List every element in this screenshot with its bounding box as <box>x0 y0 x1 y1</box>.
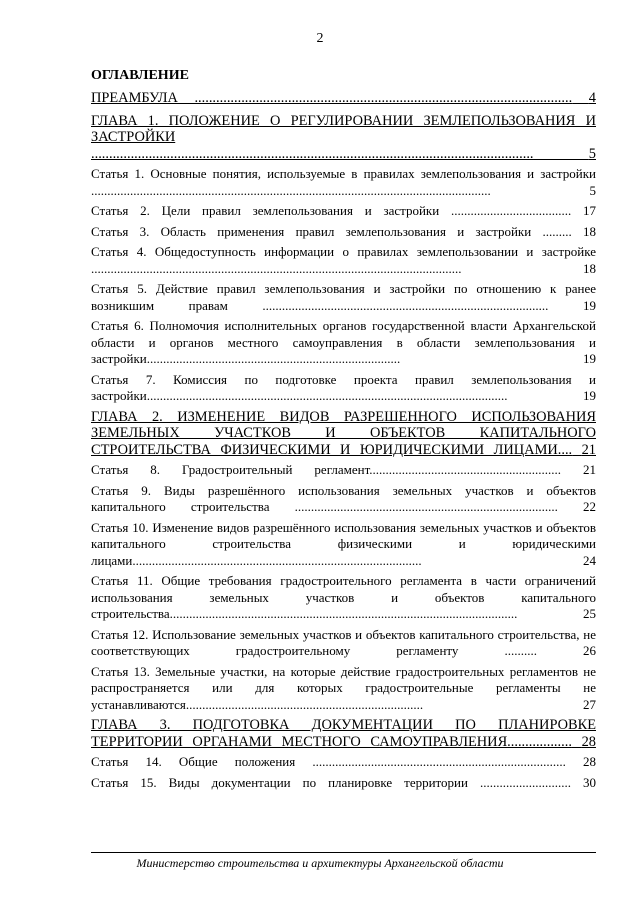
footer-divider <box>91 852 596 853</box>
toc-entry[interactable] <box>91 483 596 516</box>
toc-entry[interactable] <box>91 318 596 368</box>
toc-entry-page: 26 <box>583 643 597 658</box>
toc-entry-text: Статья 15. Виды документации по планировке территории ............................ <box>91 774 571 790</box>
toc-entry[interactable] <box>91 90 596 107</box>
toc-entry-page: 17 <box>583 203 596 218</box>
toc-entry-text: Статья 8. Градостроительный регламент........................................................... <box>91 462 562 477</box>
toc-entry-page: 25 <box>583 606 596 621</box>
toc-entry-page: 19 <box>583 388 596 403</box>
toc-entry-text: ГЛАВА 1. ПОЛОЖЕНИЕ О РЕГУЛИРОВАНИИ ЗЕМЛЕПОЛЬЗОВАНИЯ И ЗАСТРОЙКИ ........................................................................................................................... <box>91 112 596 162</box>
toc-entry-page: 18 <box>583 223 596 239</box>
toc-entry[interactable] <box>91 224 596 241</box>
toc-entry[interactable] <box>91 244 596 277</box>
toc-entry-page: 21 <box>581 441 596 458</box>
toc-entry[interactable] <box>91 462 596 479</box>
toc-entry[interactable] <box>91 113 596 163</box>
toc-entry-page: 19 <box>583 297 596 313</box>
toc-entry-text: Статья 12. Использование земельных участков и объектов капитального строительства, не соответствующих градостроительному регламенту .......... <box>91 626 596 658</box>
toc-entry-page: 24 <box>583 552 596 568</box>
toc-entry[interactable] <box>91 281 596 314</box>
toc-entry-page: 21 <box>583 462 596 477</box>
toc-entry-text: Статья 13. Земельные участки, на которые действие градостроительных регламентов не распространяется или для которых градостроительные регламенты не устанавливаются......................................................................... <box>91 663 596 712</box>
toc-entry-text: Статья 9. Виды разрешённого использования земельных участков и объектов капитального строительства ................................................................................. <box>91 482 596 514</box>
toc-entry-text: Статья 6. Полномочия исполнительных органов государственной власти Архангельской области и органов местного самоуправления в области землепользования и застройки.............................................................................. <box>91 318 596 366</box>
toc-entry-text: Статья 3. Область применения правил землепользования и застройки ......... <box>91 223 572 239</box>
toc-entry-page: 19 <box>583 351 596 366</box>
toc-entry-text: Статья 10. Изменение видов разрешённого использования земельных участков и объектов капитального строительства физическими и юридическими лицами......................................................................................... <box>91 519 596 568</box>
toc-entry[interactable] <box>91 627 596 660</box>
page-number: 2 <box>316 31 324 46</box>
toc-entry[interactable] <box>91 717 596 750</box>
toc-entry-page: 5 <box>589 182 596 198</box>
toc-entry-text: Статья 2. Цели правил землепользования и застройки ..................................... <box>91 203 572 218</box>
toc-entry[interactable] <box>91 520 596 570</box>
page-footer: Министерство строительства и архитектуры Архангельской области <box>136 856 504 870</box>
toc-entry-page: 30 <box>583 774 596 790</box>
toc-entry[interactable] <box>91 372 596 405</box>
toc-entry-text: ГЛАВА 3. ПОДГОТОВКА ДОКУМЕНТАЦИИ ПО ПЛАНИРОВКЕ ТЕРРИТОРИИ ОРГАНАМИ МЕСТНОГО САМОУПРАВЛЕНИЯ.................. <box>91 717 596 750</box>
toc-entry-page: 4 <box>588 90 596 106</box>
toc-entry-text: Статья 11. Общие требования градостроительного регламента в части ограничений использования земельных участков и объектов капитального строительства........................................................................................................... <box>91 573 596 621</box>
toc-entries <box>91 90 596 791</box>
toc-entry[interactable] <box>91 775 596 792</box>
toc-entry-page: 27 <box>583 696 596 712</box>
toc-entry-page: 5 <box>588 145 596 162</box>
toc-entry-text: ПРЕАМБУЛА ......................................................................................................... <box>91 90 573 106</box>
toc-entry-text: Статья 5. Действие правил землепользования и застройки по отношению к ранее возникшим правам ........................................................................................ <box>91 281 596 313</box>
toc-entry[interactable] <box>91 754 596 771</box>
toc-entry[interactable] <box>91 409 596 459</box>
toc-entry-text: Статья 4. Общедоступность информации о правилах землепользовании и застройке .................................................................................................................. <box>91 244 596 276</box>
toc-entry[interactable] <box>91 664 596 714</box>
toc-entry[interactable] <box>91 203 596 220</box>
toc-entry-page: 28 <box>581 733 596 750</box>
toc-entry-page: 22 <box>583 499 597 514</box>
toc-entry[interactable] <box>91 573 596 623</box>
toc-entry-page: 28 <box>583 754 597 769</box>
toc-title: ОГЛАВЛЕНИЕ <box>91 68 189 83</box>
toc-entry-text: Статья 7. Комиссия по подготовке проекта правил землепользования и застройки............................................................................................................... <box>91 371 596 403</box>
toc-entry-page: 18 <box>583 260 596 276</box>
table-of-contents <box>91 68 596 795</box>
toc-entry-text: Статья 1. Основные понятия, используемые в правилах землепользования и застройки ........................................................................................................................... <box>91 166 596 198</box>
toc-entry-text: Статья 14. Общие положения .............................................................................. <box>91 754 566 769</box>
toc-entry-text: ГЛАВА 2. ИЗМЕНЕНИЕ ВИДОВ РАЗРЕШЕННОГО ИСПОЛЬЗОВАНИЯ ЗЕМЕЛЬНЫХ УЧАСТКОВ И ОБЪЕКТОВ КАПИТАЛЬНОГО СТРОИТЕЛЬСТВА ФИЗИЧЕСКИМИ И ЮРИДИЧЕСКИМИ ЛИЦАМИ.... <box>91 408 596 458</box>
toc-entry[interactable] <box>91 166 596 199</box>
